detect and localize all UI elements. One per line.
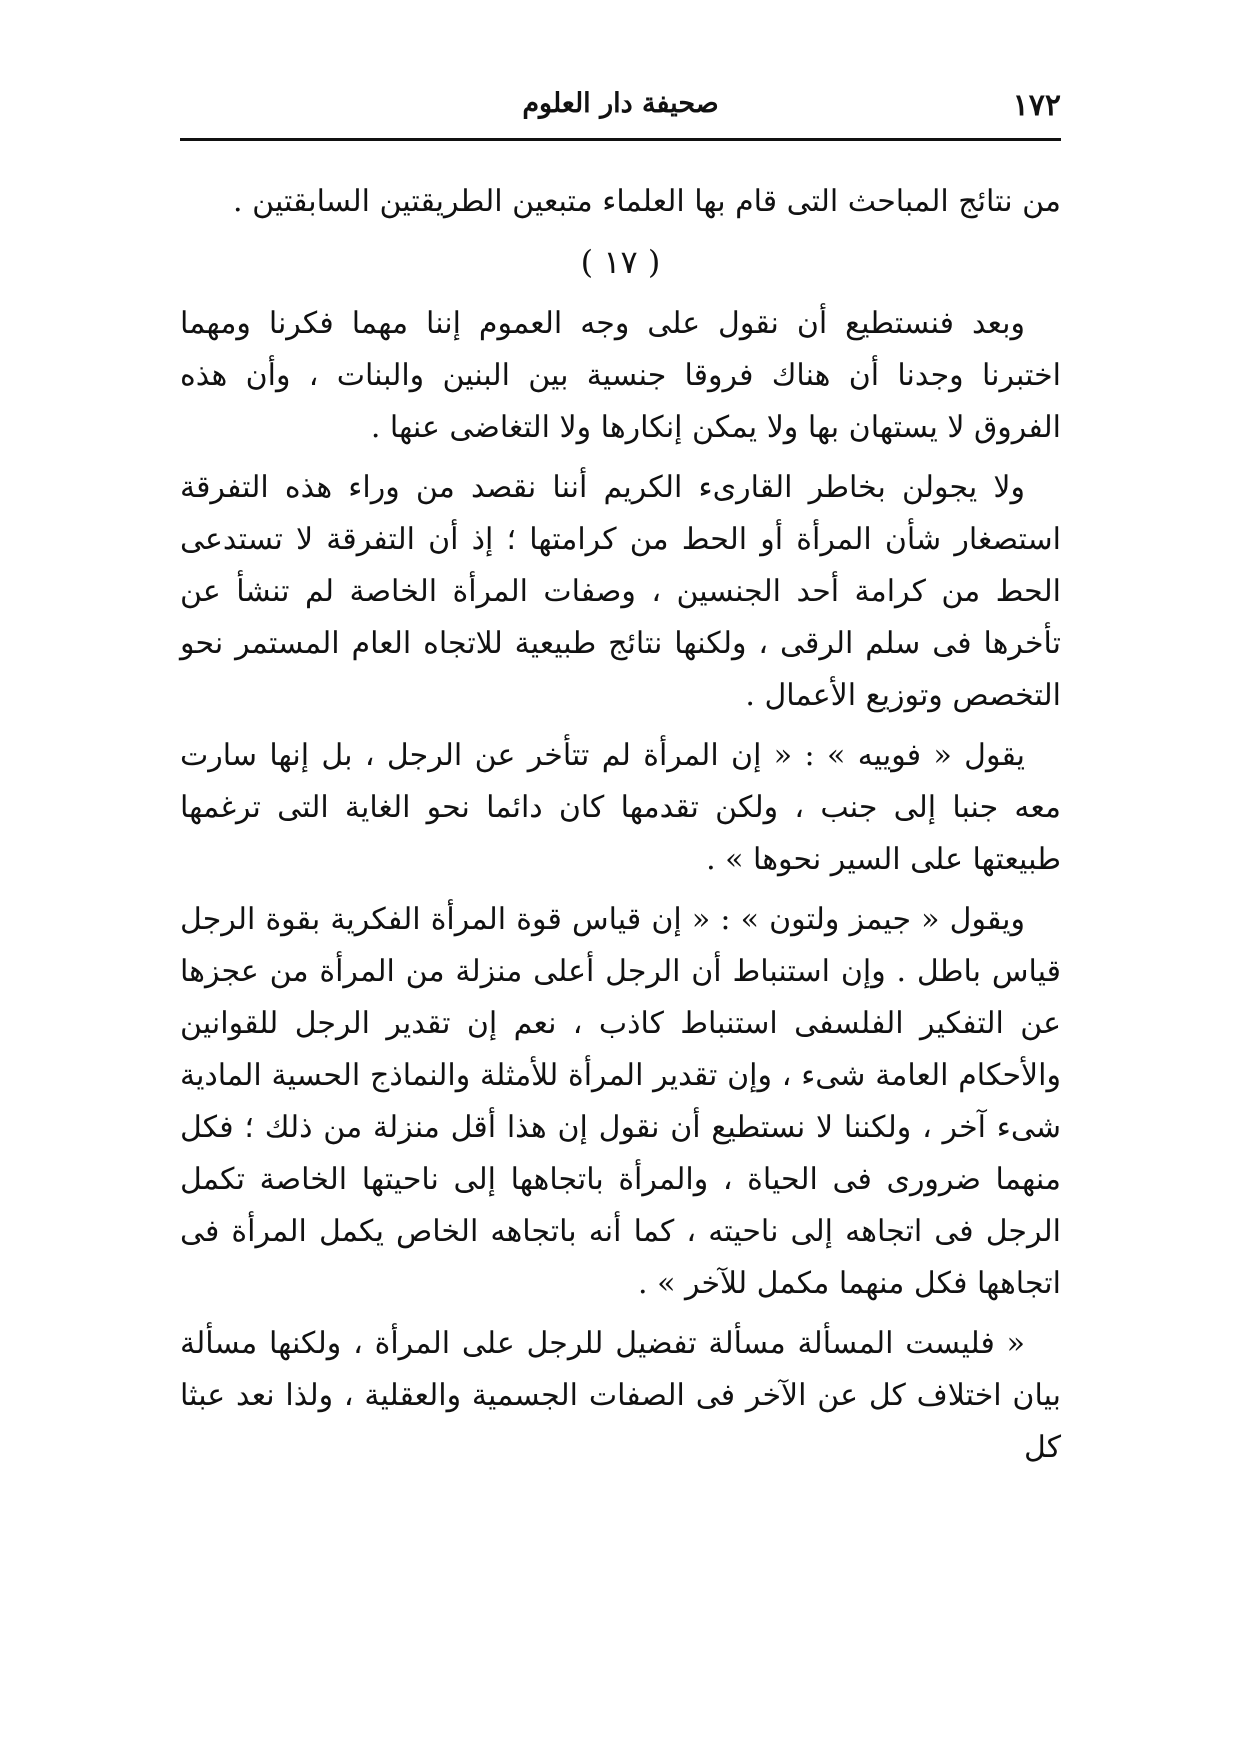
paragraph-1: وبعد فنستطيع أن نقول على وجه العموم إننا مهما فكرنا ومهما اختبرنا وجدنا أن هناك فروقا جنسية بين البنين والبنات ، وأن هذه الفروق لا يستهان بها ولا يمكن إنكارها ولا التغاضى عنها . [180,306,1061,445]
paragraph-5: « فليست المسألة مسألة تفضيل للرجل على المرأة ، ولكنها مسألة بيان اختلاف كل عن الآخر فى الصفات الجسمية والعقلية ، ولذا نعد عبثا كل [180,1326,1061,1465]
page-number: ١٧٢ [1012,88,1061,123]
paragraph-2: ولا يجولن بخاطر القارىء الكريم أننا نقصد من وراء هذه التفرقة استصغار شأن المرأة أو الحط من كرامتها ؛ إذ أن التفرقة لا تستدعى الحط من كرامة أحد الجنسين ، وصفات المرأة الخاصة لم تنشأ عن تأخرها فى سلم الرقى ، ولكنها نتائج طبيعية للاتجاه العام المستمر نحو التخصص وتوزيع الأعمال . [180,470,1061,713]
running-title: صحيفة دار العلوم [522,88,719,119]
paragraph-3: يقول « فوييه » : « إن المرأة لم تتأخر عن الرجل ، بل إنها سارت معه جنبا إلى جنب ، ولكن تقدمها كان دائما نحو الغاية التى ترغمها طبيعتها على السير نحوها » . [180,738,1061,877]
paragraph-4: ويقول « جيمز ولتون » : « إن قياس قوة المرأة الفكرية بقوة الرجل قياس باطل . وإن استنباط أن الرجل أعلى منزلة من المرأة من عجزها عن التفكير الفلسفى استنباط كاذب ، نعم إن تقدير الرجل للقوانين والأحكام العامة شىء ، وإن تقدير المرأة للأمثلة والنماذج الحسية المادية شىء آخر ، ولكننا لا نستطيع أن نقول إن هذا أقل منزلة من ذلك ؛ فكل منهما ضرورى فى الحياة ، والمرأة باتجاهها إلى ناحيتها الخاصة تكمل الرجل فى اتجاهه إلى ناحيته ، كما أنه باتجاهه الخاص يكمل المرأة فى اتجاهها فكل منهما مكمل للآخر » . [180,902,1061,1301]
page-body [180,176,1061,1482]
page-header [180,88,1061,124]
header-rule [180,138,1061,141]
section-number: ( ١٧ ) [580,243,661,281]
continued-line: من نتائج المباحث التى قام بها العلماء متبعين الطريقتين السابقتين . [233,184,1061,219]
